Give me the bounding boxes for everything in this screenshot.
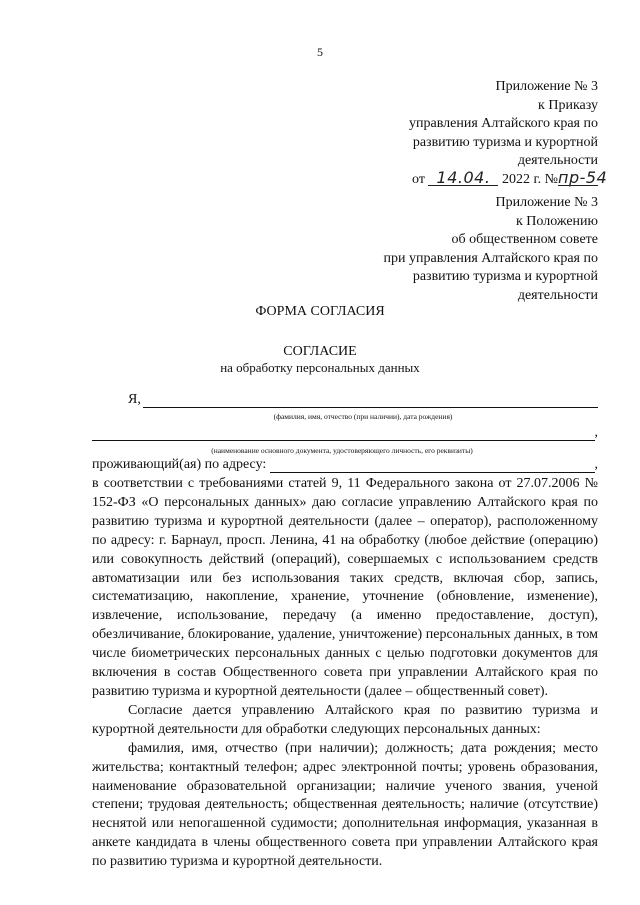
name-field-row <box>128 392 598 408</box>
page-number: 5 <box>317 45 323 59</box>
consent-paragraph-legal-basis: в соответствии с требованиями статей 9, 11 Федерального закона от 27.07.2006 № 152-ФЗ «О персональных данных» даю согласие управлению Алтайского края по развитию туризма и курортной деятельности (далее – оператор), расположенному по адресу: г. Барнаул, просп. Ленина, 41 на обработку (любое действие (операцию) или совокупность действий (операций), совершаемых с использованием средств автоматизации или без использования таких средств, включая сбор, запись, систематизацию, накопление, хранение, уточнение (обновление, изменение), извлечение, использование, передачу (а именно предоставление, доступ), обезличивание, блокирование, удаление, уничтожение) персональных данных, в том числе биометрических персональных данных с целью подготовки документов для включения в состав Общественного совета при управлении Алтайского края по развитию туризма и курортной деятельности (далее – общественный совет). <box>92 476 598 699</box>
handwritten-order-number: пр-54 <box>558 167 608 187</box>
order-year-label: 2022 г. № <box>501 171 558 187</box>
attachment-regulation-line4: при управления Алтайского края по <box>383 250 598 266</box>
consent-paragraph-data-list: фамилия, имя, отчество (при наличии); должность; дата рождения; место жительства; контактный телефон; адрес электронной почты; уровень образования, наименование образовательной организации; наличие ученого звания, ученой степени; трудовая деятельность; общественная деятельность; наличие (отсутствие) неснятой или непогашенной судимости; дополнительная информация, указанная в анкете кандидата в члены общественного совета при управлении Алтайского края по развитию туризма и курортной деятельности. <box>92 740 598 870</box>
address-blank-line[interactable] <box>270 460 594 473</box>
handwritten-order-date: 14.04. <box>428 171 498 186</box>
attachment-regulation-line1: Приложение № 3 <box>495 195 598 210</box>
order-date-number-line <box>409 167 608 190</box>
ya-label: Я, <box>128 392 141 407</box>
attachment-order-line5: деятельности <box>517 153 598 169</box>
attachment-order-line1: Приложение № 3 <box>495 79 598 94</box>
attachment-regulation-line5: развитию туризма и курортной <box>412 269 598 285</box>
document-field-row <box>92 425 598 441</box>
name-blank-line[interactable] <box>143 395 598 408</box>
attachment-regulation-line6: деятельности <box>517 287 598 303</box>
order-from-label: от <box>412 171 425 187</box>
address-label: проживающий(ая) по адресу: <box>92 457 267 472</box>
document-field-comma: , <box>594 425 598 440</box>
attachment-regulation-line3: об общественном совете <box>451 232 598 248</box>
document-blank-line[interactable] <box>92 428 595 441</box>
document-field-caption: (наименование основного документа, удостоверяющего личность, его реквизиты) <box>211 446 473 455</box>
consent-subtitle: на обработку персональных данных <box>220 360 420 375</box>
attachment-order-line3: управления Алтайского края по <box>409 116 598 132</box>
consent-body <box>92 475 598 872</box>
address-field-row <box>92 457 598 473</box>
attachment-order-line4: развитию туризма и курортной <box>412 134 598 150</box>
attachment-order-block <box>409 78 608 190</box>
attachment-order-line2: к Приказу <box>538 97 598 113</box>
consent-paragraph-scope: Согласие дается управлению Алтайского края по развитию туризма и курортной деятельности для обработки следующих персональных данных: <box>92 702 598 737</box>
attachment-regulation-line2: к Положению <box>515 213 598 229</box>
name-field-caption: (фамилия, имя, отчество (при наличии), дата рождения) <box>273 412 453 421</box>
consent-title: СОГЛАСИЕ <box>283 344 357 359</box>
address-field-comma: , <box>594 457 598 472</box>
form-title: ФОРМА СОГЛАСИЯ <box>255 304 385 319</box>
attachment-regulation-block <box>384 194 598 306</box>
